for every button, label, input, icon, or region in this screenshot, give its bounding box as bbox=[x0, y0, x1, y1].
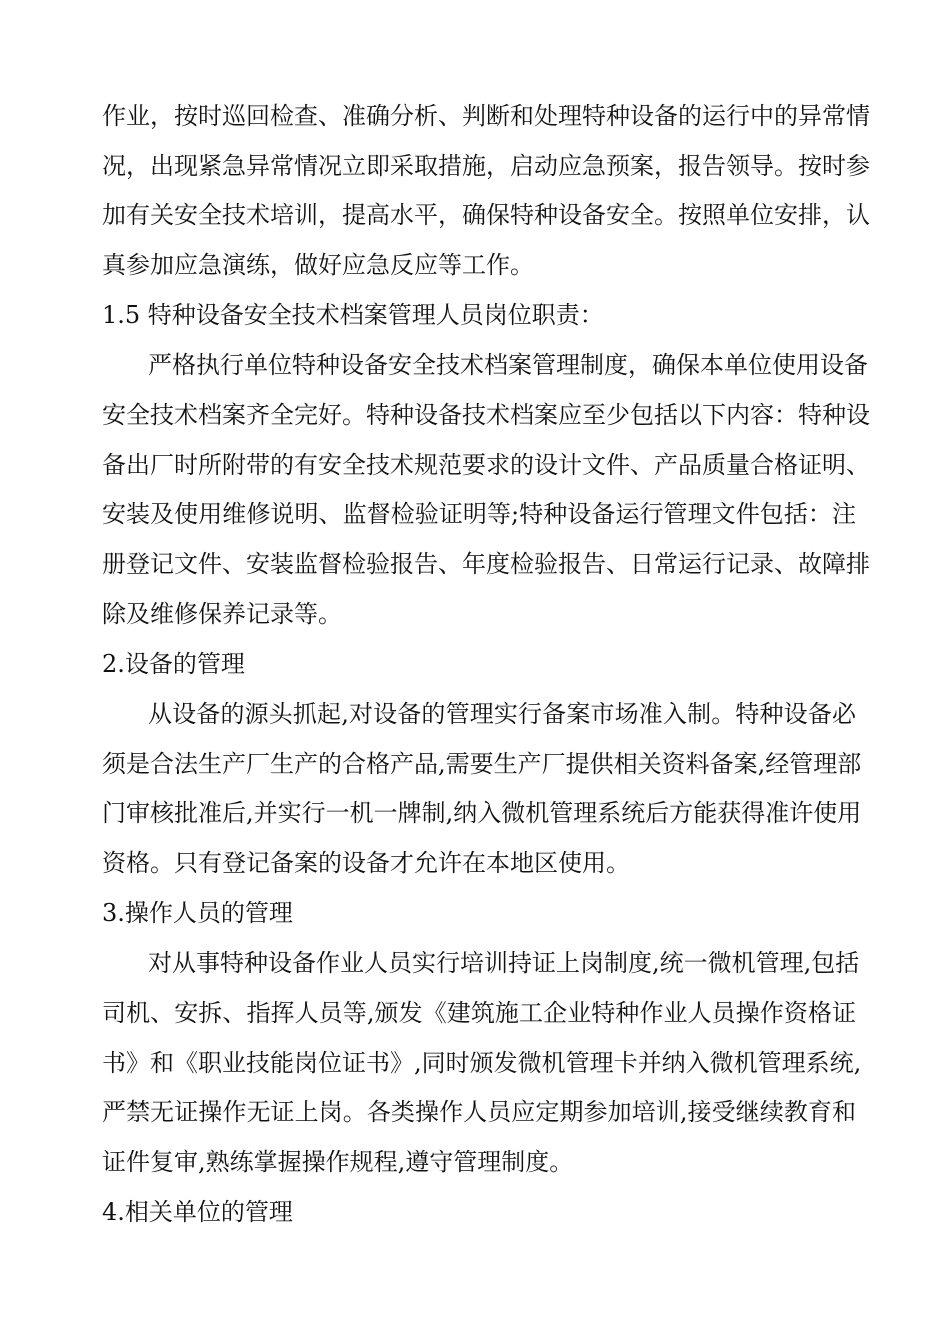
paragraph-line: 须是合法生产厂生产的合格产品,需要生产厂提供相关资料备案,经管理部 bbox=[102, 750, 862, 778]
paragraph-line: 司机、安拆、指挥人员等,颁发《建筑施工企业特种作业人员操作资格证 bbox=[102, 999, 856, 1027]
section-heading: 2.设备的管理 bbox=[102, 650, 245, 678]
paragraph-line: 从设备的源头抓起,对设备的管理实行备案市场准入制。特种设备必 bbox=[148, 700, 856, 728]
section-heading: 3.操作人员的管理 bbox=[102, 899, 293, 927]
paragraph-line: 安装及使用维修说明、监督检验证明等;特种设备运行管理文件包括：注 bbox=[102, 500, 856, 528]
paragraph-line: 安全技术档案齐全完好。特种设备技术档案应至少包括以下内容：特种设 bbox=[102, 401, 870, 429]
paragraph-line: 对从事特种设备作业人员实行培训持证上岗制度,统一微机管理,包括 bbox=[148, 949, 860, 977]
paragraph-line: 加有关安全技术培训，提高水平，确保特种设备安全。按照单位安排，认 bbox=[102, 201, 870, 229]
paragraph-line: 真参加应急演练，做好应急反应等工作。 bbox=[102, 251, 534, 279]
paragraph-line: 证件复审,熟练掌握操作规程,遵守管理制度。 bbox=[102, 1148, 574, 1176]
paragraph-line: 门审核批准后,并实行一机一牌制,纳入微机管理系统后方能获得准许使用 bbox=[102, 799, 862, 827]
paragraph-line: 资格。只有登记备案的设备才允许在本地区使用。 bbox=[102, 849, 630, 877]
paragraph-line: 况，出现紧急异常情况立即采取措施，启动应急预案，报告领导。按时参 bbox=[102, 152, 870, 180]
paragraph-line: 册登记文件、安装监督检验报告、年度检验报告、日常运行记录、故障排 bbox=[102, 550, 870, 578]
paragraph-line: 严格执行单位特种设备安全技术档案管理制度，确保本单位使用设备 bbox=[148, 351, 868, 379]
paragraph-line: 作业，按时巡回检查、准确分析、判断和处理特种设备的运行中的异常情 bbox=[102, 102, 870, 130]
paragraph-line: 严禁无证操作无证上岗。各类操作人员应定期参加培训,接受继续教育和 bbox=[102, 1098, 856, 1126]
paragraph-line: 除及维修保养记录等。 bbox=[102, 600, 342, 628]
section-heading: 4.相关单位的管理 bbox=[102, 1198, 293, 1226]
section-heading: 1.5 特种设备安全技术档案管理人员岗位职责： bbox=[102, 301, 604, 329]
paragraph-line: 备出厂时所附带的有安全技术规范要求的设计文件、产品质量合格证明、 bbox=[102, 451, 870, 479]
paragraph-line: 书》和《职业技能岗位证书》,同时颁发微机管理卡并纳入微机管理系统, bbox=[102, 1049, 862, 1077]
